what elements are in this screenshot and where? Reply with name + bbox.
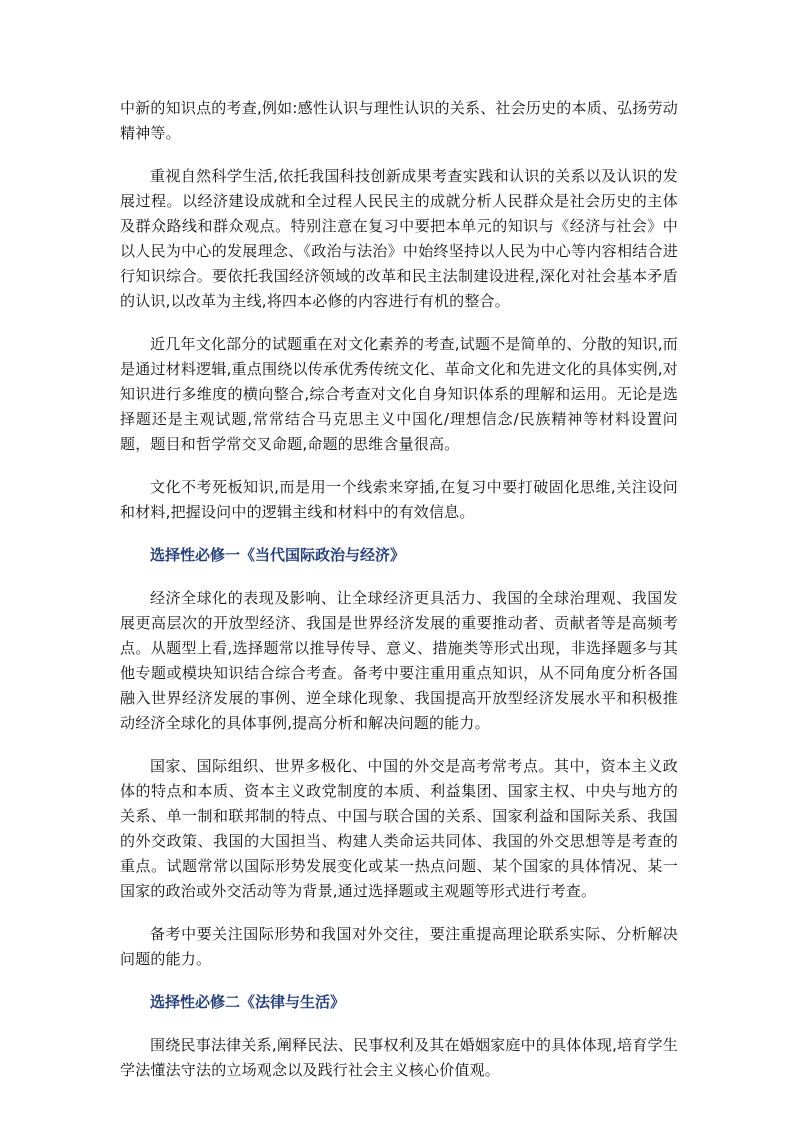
paragraph-intro-continued: 中新的知识点的考查,例如:感性认识与理性认识的关系、社会历史的本质、弘扬劳动精神等。 [120,99,678,142]
paragraph-review-advice: 备考中要关注国际形势和我国对外交往，要注重提高理论联系实际、分析解决问题的能力。 [120,925,678,968]
section-heading-elective-two: 选择性必修二《法律与生活》 [150,993,346,1011]
paragraph-natural-science: 重视自然科学生活,依托我国科技创新成果考查实践和认识的关系以及认识的发展过程。以经济建设成就和全过程人民民主的成就分析人民群众是社会历史的主体及群众路线和群众观点。特别注意在复习中要把本单元的知识与《经济与社会》中以人民为中心的发展理念、《政治与法治》中始终坚持以人民为中心等内容相结合进行知识综合。要依托我国经济领域的改革和民主法制建设进程,深化对社会基本矛盾的认识,以改革为主线,将四本必修的内容进行有机的整合。 [120,167,678,310]
paragraph-international-politics: 国家、国际组织、世界多极化、中国的外交是高考常考点。其中，资本主义政体的特点和本质、资本主义政党制度的本质、利益集团、国家主权、中央与地方的关系、单一制和联邦制的特点、中国与联合国的关系、国家利益和国际关系、我国的外交政策、我国的大国担当、构建人类命运共同体、我国的外交思想等是考查的重点。试题常常以国际形势发展变化或某一热点问题、某个国家的具体情况、某一国家的政治或外交活动等为背景,通过选择题或主观题等形式进行考查。 [120,757,678,900]
paragraph-globalization: 经济全球化的表现及影响、让全球经济更具活力、我国的全球治理观、我国发展更高层次的开放型经济、我国是世界经济发展的重要推动者、贡献者等是高频考点。从题型上看,选择题常以推导传导、意义、措施类等形式出现，非选择题多与其他专题或模块知识结合综合考查。备考中要注重用重点知识，从不同角度分析各国融入世界经济发展的事例、逆全球化现象、我国提高开放型经济发展水平和积极推动经济全球化的具体事例,提高分析和解决问题的能力。 [120,589,678,732]
paragraph-civil-law: 围绕民事法律关系,阐释民法、民事权利及其在婚姻家庭中的具体体现,培育学生学法懂法守法的立场观念以及践行社会主义核心价值观。 [120,1036,678,1079]
paragraph-culture-questions: 近几年文化部分的试题重在对文化素养的考查,试题不是简单的、分散的知识,而是通过材料逻辑,重点围绕以传承优秀传统文化、革命文化和先进文化的具体实例,对知识进行多维度的横向整合,综合考查对文化自身知识体系的理解和运用。无论是选择题还是主观试题,常常结合马克思主义中国化/理想信念/民族精神等材料设置问题，题目和哲学常交叉命题,命题的思维含量很高。 [120,335,678,453]
section-heading-elective-one: 选择性必修一《当代国际政治与经济》 [150,546,406,564]
paragraph-culture-review: 文化不考死板知识,而是用一个线索来穿插,在复习中要打破固化思维,关注设问和材料,把握设问中的逻辑主线和材料中的有效信息。 [120,478,678,521]
